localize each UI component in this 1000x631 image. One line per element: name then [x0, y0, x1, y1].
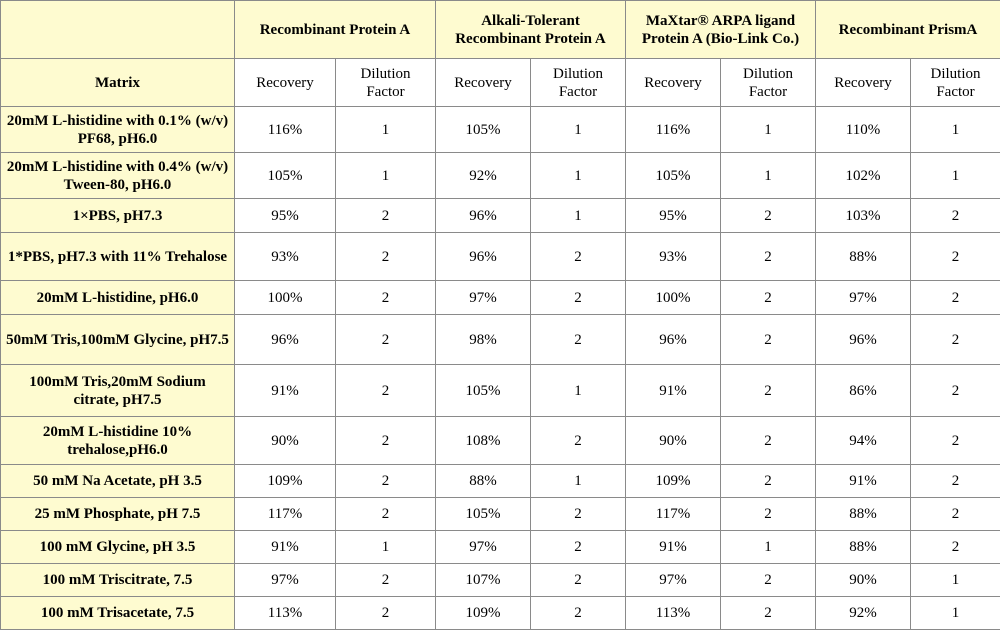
corner-cell: [1, 1, 235, 59]
value-cell: 88%: [816, 233, 911, 281]
table-row: [1, 531, 1000, 564]
value-cell: 103%: [816, 199, 911, 233]
value-cell: 88%: [816, 531, 911, 564]
table-row: [1, 498, 1000, 531]
value-cell: 2: [336, 498, 436, 531]
value-cell: 92%: [816, 597, 911, 630]
group-header: Recombinant PrismA: [816, 1, 1000, 59]
value-cell: 95%: [626, 199, 721, 233]
value-cell: 90%: [816, 564, 911, 597]
value-cell: 2: [336, 365, 436, 417]
value-cell: 95%: [235, 199, 336, 233]
value-cell: 88%: [436, 465, 531, 498]
value-cell: 1: [336, 153, 436, 199]
value-cell: 2: [336, 233, 436, 281]
value-cell: 100%: [626, 281, 721, 315]
value-cell: 2: [721, 597, 816, 630]
value-cell: 109%: [436, 597, 531, 630]
value-cell: 2: [721, 315, 816, 365]
value-cell: 2: [911, 315, 1000, 365]
value-cell: 2: [336, 199, 436, 233]
value-cell: 91%: [235, 365, 336, 417]
value-cell: 1: [721, 107, 816, 153]
value-cell: 1: [531, 107, 626, 153]
value-cell: 110%: [816, 107, 911, 153]
value-cell: 2: [336, 417, 436, 465]
value-cell: 94%: [816, 417, 911, 465]
value-cell: 109%: [626, 465, 721, 498]
value-cell: 2: [721, 199, 816, 233]
value-cell: 96%: [436, 199, 531, 233]
value-cell: 107%: [436, 564, 531, 597]
value-cell: 86%: [816, 365, 911, 417]
matrix-cell: 1×PBS, pH7.3: [1, 199, 235, 233]
value-cell: 1: [911, 107, 1000, 153]
value-cell: 2: [531, 281, 626, 315]
matrix-cell: 100 mM Glycine, pH 3.5: [1, 531, 235, 564]
value-cell: 105%: [436, 107, 531, 153]
value-cell: 2: [911, 531, 1000, 564]
value-cell: 1: [531, 153, 626, 199]
value-cell: 2: [531, 233, 626, 281]
value-cell: 100%: [235, 281, 336, 315]
value-cell: 2: [336, 281, 436, 315]
value-cell: 91%: [626, 531, 721, 564]
value-cell: 1: [531, 365, 626, 417]
value-cell: 2: [336, 564, 436, 597]
value-cell: 97%: [436, 281, 531, 315]
matrix-header: Matrix: [1, 59, 235, 107]
value-cell: 2: [911, 417, 1000, 465]
dilution-header: Dilution Factor: [911, 59, 1000, 107]
table-row: [1, 153, 1000, 199]
value-cell: 91%: [626, 365, 721, 417]
value-cell: 2: [911, 498, 1000, 531]
value-cell: 102%: [816, 153, 911, 199]
table-row: [1, 417, 1000, 465]
dilution-header: Dilution Factor: [721, 59, 816, 107]
matrix-cell: 50 mM Na Acetate, pH 3.5: [1, 465, 235, 498]
table-row: [1, 281, 1000, 315]
dilution-header: Dilution Factor: [336, 59, 436, 107]
value-cell: 97%: [235, 564, 336, 597]
matrix-cell: 25 mM Phosphate, pH 7.5: [1, 498, 235, 531]
value-cell: 2: [336, 597, 436, 630]
value-cell: 2: [911, 199, 1000, 233]
value-cell: 2: [531, 597, 626, 630]
dilution-header: Dilution Factor: [531, 59, 626, 107]
value-cell: 2: [336, 465, 436, 498]
matrix-cell: 100 mM Trisacetate, 7.5: [1, 597, 235, 630]
matrix-cell: 1*PBS, pH7.3 with 11% Trehalose: [1, 233, 235, 281]
group-header-row: [1, 1, 1000, 59]
value-cell: 1: [721, 153, 816, 199]
value-cell: 105%: [436, 365, 531, 417]
table-row: [1, 564, 1000, 597]
value-cell: 93%: [235, 233, 336, 281]
value-cell: 1: [911, 597, 1000, 630]
value-cell: 2: [531, 498, 626, 531]
value-cell: 98%: [436, 315, 531, 365]
value-cell: 2: [911, 465, 1000, 498]
matrix-cell: 100mM Tris,20mM Sodium citrate, pH7.5: [1, 365, 235, 417]
group-header: Recombinant Protein A: [235, 1, 436, 59]
value-cell: 97%: [436, 531, 531, 564]
value-cell: 96%: [626, 315, 721, 365]
table-row: [1, 199, 1000, 233]
value-cell: 97%: [626, 564, 721, 597]
value-cell: 2: [721, 365, 816, 417]
table-row: [1, 233, 1000, 281]
value-cell: 1: [911, 564, 1000, 597]
value-cell: 2: [531, 564, 626, 597]
value-cell: 93%: [626, 233, 721, 281]
value-cell: 109%: [235, 465, 336, 498]
value-cell: 2: [721, 564, 816, 597]
value-cell: 117%: [235, 498, 336, 531]
value-cell: 2: [531, 531, 626, 564]
value-cell: 96%: [436, 233, 531, 281]
value-cell: 2: [721, 417, 816, 465]
value-cell: 1: [531, 465, 626, 498]
value-cell: 105%: [436, 498, 531, 531]
table-body: [1, 107, 1000, 630]
value-cell: 2: [531, 315, 626, 365]
table-row: [1, 107, 1000, 153]
value-cell: 2: [721, 498, 816, 531]
value-cell: 92%: [436, 153, 531, 199]
value-cell: 1: [336, 107, 436, 153]
value-cell: 2: [531, 417, 626, 465]
matrix-cell: 100 mM Triscitrate, 7.5: [1, 564, 235, 597]
value-cell: 1: [336, 531, 436, 564]
group-header: Alkali-Tolerant Recombinant Protein A: [436, 1, 626, 59]
value-cell: 1: [531, 199, 626, 233]
value-cell: 2: [721, 233, 816, 281]
value-cell: 96%: [816, 315, 911, 365]
value-cell: 91%: [235, 531, 336, 564]
value-cell: 105%: [626, 153, 721, 199]
value-cell: 116%: [235, 107, 336, 153]
recovery-header: Recovery: [235, 59, 336, 107]
matrix-cell: 20mM L-histidine with 0.4% (w/v) Tween-80, pH6.0: [1, 153, 235, 199]
sub-header-row: [1, 59, 1000, 107]
matrix-cell: 20mM L-histidine, pH6.0: [1, 281, 235, 315]
value-cell: 2: [336, 315, 436, 365]
group-header: MaXtar® ARPA ligand Protein A (Bio-Link Co.): [626, 1, 816, 59]
value-cell: 105%: [235, 153, 336, 199]
value-cell: 1: [721, 531, 816, 564]
matrix-cell: 50mM Tris,100mM Glycine, pH7.5: [1, 315, 235, 365]
value-cell: 113%: [626, 597, 721, 630]
value-cell: 113%: [235, 597, 336, 630]
value-cell: 1: [911, 153, 1000, 199]
value-cell: 2: [911, 281, 1000, 315]
value-cell: 96%: [235, 315, 336, 365]
value-cell: 91%: [816, 465, 911, 498]
table-row: [1, 365, 1000, 417]
value-cell: 90%: [626, 417, 721, 465]
matrix-cell: 20mM L-histidine 10% trehalose,pH6.0: [1, 417, 235, 465]
table-row: [1, 597, 1000, 630]
recovery-header: Recovery: [626, 59, 721, 107]
value-cell: 97%: [816, 281, 911, 315]
value-cell: 2: [911, 233, 1000, 281]
matrix-cell: 20mM L-histidine with 0.1% (w/v) PF68, pH6.0: [1, 107, 235, 153]
value-cell: 2: [721, 281, 816, 315]
table-row: [1, 315, 1000, 365]
value-cell: 2: [721, 465, 816, 498]
value-cell: 90%: [235, 417, 336, 465]
value-cell: 116%: [626, 107, 721, 153]
value-cell: 108%: [436, 417, 531, 465]
recovery-header: Recovery: [436, 59, 531, 107]
value-cell: 88%: [816, 498, 911, 531]
recovery-header: Recovery: [816, 59, 911, 107]
table-row: [1, 465, 1000, 498]
value-cell: 2: [911, 365, 1000, 417]
value-cell: 117%: [626, 498, 721, 531]
